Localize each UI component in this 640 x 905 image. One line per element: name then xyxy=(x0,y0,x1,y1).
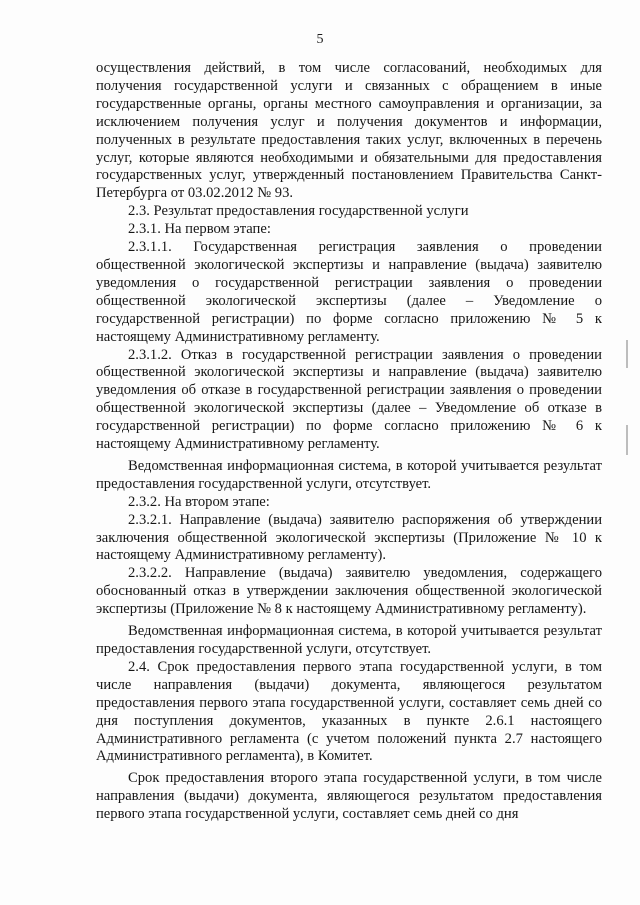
scan-edge-mark xyxy=(626,340,628,368)
page-number: 5 xyxy=(316,32,324,47)
document-body xyxy=(96,60,602,824)
subsection-2-3-1: 2.3.1. На первом этапе: xyxy=(128,221,271,238)
scan-edge-mark xyxy=(626,425,628,455)
item-2-3-2-2: 2.3.2.2. Направление (выдача) заявителю уведомления, содержащего обоснованный отказ в утверждении заключения общественной экологической экспертизы (Приложение № 8 к настоящему Административному регламенту). xyxy=(96,565,602,618)
info-system-note-1: Ведомственная информационная система, в которой учитывается результат предоставления государственной услуги, отсутствует. xyxy=(96,457,602,492)
info-system-note-2: Ведомственная информационная система, в которой учитывается результат предоставления государственной услуги, отсутствует. xyxy=(96,623,602,657)
second-stage-term: Срок предоставления второго этапа государственной услуги, в том числе направления (выдачи) документа, являющегося результатом предоставления первого этапа государственной услуги, составляет семь дней со дня xyxy=(96,770,602,823)
section-heading-2-3: 2.3. Результат предоставления государственной услуги xyxy=(128,203,469,220)
paragraph-continuation: осуществления действий, в том числе согласований, необходимых для получения государственной услуги и связанных с обращением в иные государственные органы, органы местного самоуправления и организации, за исключением получения услуг и получения документов и информации, полученных в результате предоставления таких услуг, включенных в перечень услуг, которые являются необходимыми и обязательными для предоставления государственных услуг, утвержденный постановлением Правительства Санкт-Петербурга от 03.02.2012 № 93. xyxy=(96,60,602,202)
subsection-2-3-2: 2.3.2. На втором этапе: xyxy=(128,493,270,510)
item-2-3-1-2: 2.3.1.2. Отказ в государственной регистрации заявления о проведении общественной экологической экспертизы и направление (выдача) заявителю уведомления об отказе в государственной регистрации заявления о проведении общественной экологической экспертизы (далее – Уведомление об отказе в государственной регистрации) по форме согласно приложению № 6 к настоящему Административному регламенту. xyxy=(96,346,602,453)
item-2-3-1-1: 2.3.1.1. Государственная регистрация заявления о проведении общественной экологической экспертизы и направление (выдача) заявителю уведомления о государственной регистрации заявления о проведении общественной экологической экспертизы (далее – Уведомление о государственной регистрации) по форме согласно приложению № 5 к настоящему Административному регламенту. xyxy=(96,239,602,345)
item-2-3-2-1: 2.3.2.1. Направление (выдача) заявителю распоряжения об утверждении заключения общественной экологической экспертизы (Приложение № 10 к настоящему Административному регламенту). xyxy=(96,511,602,564)
section-2-4: 2.4. Срок предоставления первого этапа государственной услуги, в том числе направления (выдачи) документа, являющегося результатом предоставления первого этапа государственной услуги, составляет семь дней со дня поступления документов, указанных в пункте 2.6.1 настоящего Административного регламента (с учетом положений пункта 2.7 настоящего Административного регламента), в Комитет. xyxy=(96,658,602,765)
